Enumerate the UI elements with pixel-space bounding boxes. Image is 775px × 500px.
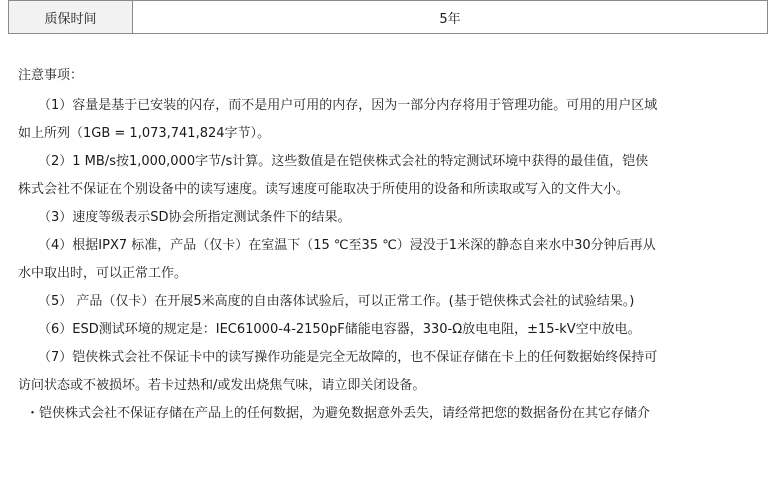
spec-table xyxy=(8,0,768,34)
note-line: （1）容量是基于已安装的闪存，而不是用户可用的内存，因为一部分内存将用于管理功能。可用的用户区域 xyxy=(38,98,658,113)
note-line: （7）铠侠株式会社不保证卡中的读写操作功能是完全无故障的，也不保证存储在卡上的任何数据始终保持可 xyxy=(38,350,658,365)
note-item-2 xyxy=(18,148,763,204)
spec-row-warranty xyxy=(9,1,768,34)
note-line: 访问状态或不被损坏。若卡过热和/或发出烧焦气味，请立即关闭设备。 xyxy=(18,378,426,393)
note-line: 水中取出时，可以正常工作。 xyxy=(18,266,188,281)
note-line: （6）ESD测试环境的规定是：IEC61000-4-2150pF储能电容器，330-Ω放电电阻，±15-kV空中放电。 xyxy=(38,322,641,337)
note-item-7 xyxy=(18,344,763,400)
note-item-6 xyxy=(18,316,763,344)
note-line: （5） 产品（仅卡）在开展5米高度的自由落体试验后，可以正常工作。(基于铠侠株式会社的试验结果。) xyxy=(38,294,635,309)
note-item-5 xyxy=(18,288,763,316)
spec-value-warranty: 5年 xyxy=(133,1,768,34)
note-line: ・铠侠株式会社不保证存储在产品上的任何数据，为避免数据意外丢失，请经常把您的数据备份在其它存储介 xyxy=(26,406,651,421)
note-line: 如上所列（1GB = 1,073,741,824字节）。 xyxy=(18,126,271,141)
note-item-4 xyxy=(18,232,763,288)
note-line: （2）1 MB/s按1,000,000字节/s计算。这些数值是在铠侠株式会社的特定测试环境中获得的最佳值，铠侠 xyxy=(38,154,649,169)
note-line: （4）根据IPX7 标准，产品（仅卡）在室温下（15 ℃至35 ℃）浸没于1米深的静态自来水中30分钟后再从 xyxy=(38,238,656,253)
notes-heading: 注意事项： xyxy=(18,68,84,83)
spec-label-warranty: 质保时间 xyxy=(9,1,133,34)
note-item-3 xyxy=(18,204,763,232)
note-item-1 xyxy=(18,92,763,148)
note-line: （3）速度等级表示SD协会所指定测试条件下的结果。 xyxy=(38,210,351,225)
note-line: 株式会社不保证在个别设备中的读写速度。读写速度可能取决于所使用的设备和所读取或写入的文件大小。 xyxy=(18,182,630,197)
note-item-bullet xyxy=(18,400,763,428)
notes-section xyxy=(18,62,763,428)
